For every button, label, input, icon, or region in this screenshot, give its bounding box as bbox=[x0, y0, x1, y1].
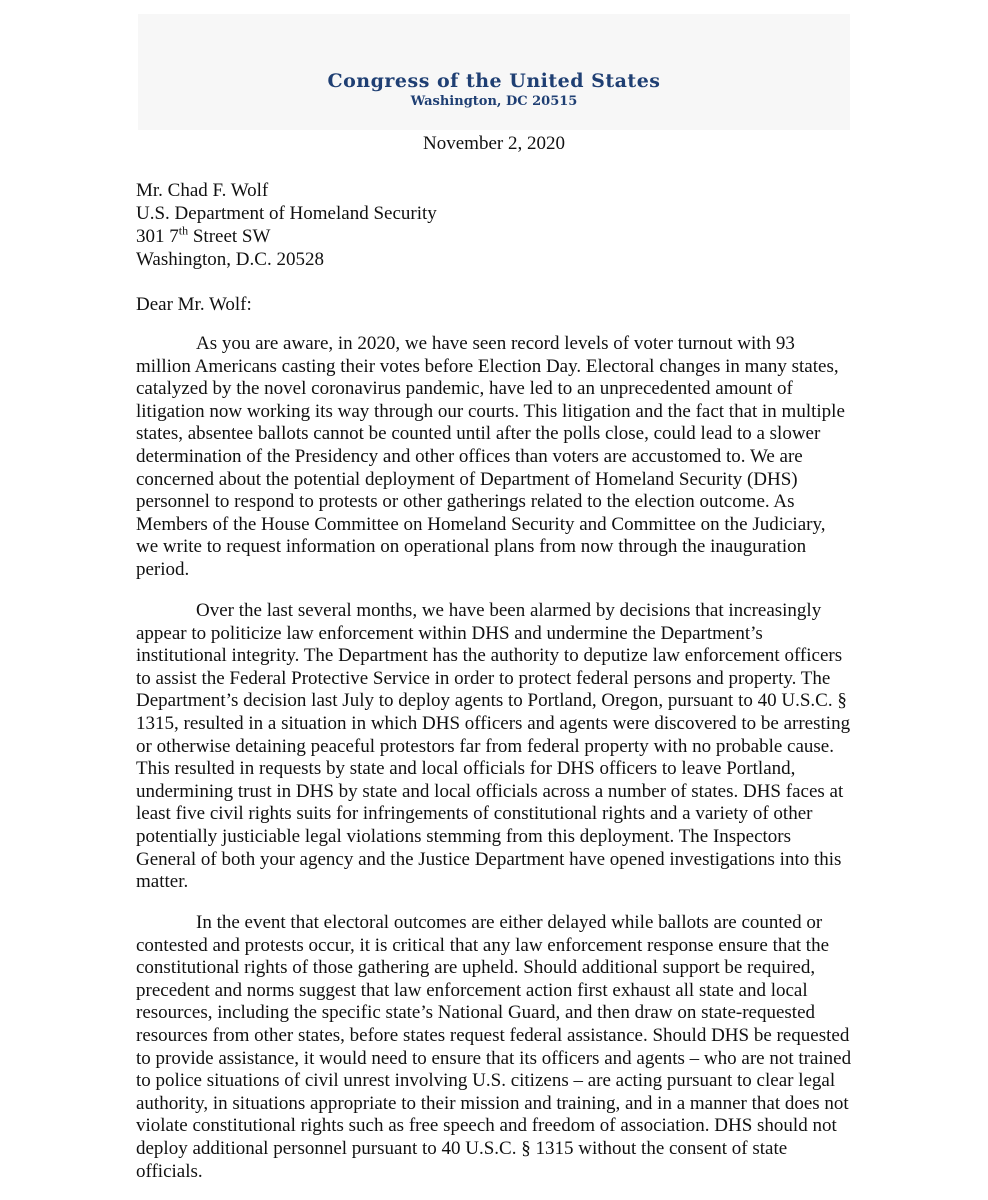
body-paragraph-2: Over the last several months, we have been alarmed by decisions that increasingly appear to politicize law enforcement within DHS and undermine the Department’s institutional integrity. The Department has the authority to deputize law enforcement officers to assist the Federal Protective Service in order to protect federal persons and property. The Department’s decision last July to deploy agents to Portland, Oregon, pursuant to 40 U.S.C. § 1315, resulted in a situation in which DHS officers and agents were discovered to be arresting or otherwise detaining peaceful protestors far from federal property with no probable cause. This resulted in requests by state and local officials for DHS officers to leave Portland, undermining trust in DHS by state and local officials across a number of states. DHS faces at least five civil rights suits for infringements of constitutional rights and a variety of other potentially justiciable legal violations stemming from this deployment. The Inspectors General of both your agency and the Justice Department have opened investigations into this matter. bbox=[136, 600, 851, 893]
recipient-street bbox=[136, 225, 437, 248]
letter-date: November 2, 2020 bbox=[423, 133, 565, 154]
street-number: 301 7 bbox=[136, 226, 179, 247]
recipient-city: Washington, D.C. 20528 bbox=[136, 249, 324, 270]
recipient-name: Mr. Chad F. Wolf bbox=[136, 180, 269, 201]
letterhead bbox=[138, 14, 850, 130]
body-paragraph-1: As you are aware, in 2020, we have seen record levels of voter turnout with 93 million Americans casting their votes before Election Day. Electoral changes in many states, catalyzed by the novel coronavirus pandemic, have led to an unprecedented amount of litigation now working its way through our courts. This litigation and the fact that in multiple states, absentee ballots cannot be counted until after the polls close, could lead to a slower determination of the Presidency and other offices than voters are accustomed to. We are concerned about the potential deployment of Department of Homeland Security (DHS) personnel to respond to protests or other gatherings related to the election outcome. As Members of the House Committee on Homeland Security and Committee on the Judiciary, we write to request information on operational plans from now through the inauguration period. bbox=[136, 333, 845, 580]
letterhead-title: Congress of the United States bbox=[327, 70, 661, 92]
body-paragraph-3: In the event that electoral outcomes are either delayed while ballots are counted or contested and protests occur, it is critical that any law enforcement response ensure that the constitutional rights of those gathering are upheld. Should additional support be required, precedent and norms suggest that law enforcement action first exhaust all state and local resources, including the specific state’s National Guard, and then draw on state-requested resources from other states, before states request federal assistance. Should DHS be requested to provide assistance, it would need to ensure that its officers and agents – who are not trained to police situations of civil unrest involving U.S. citizens – are acting pursuant to clear legal authority, in situations appropriate to their mission and training, and in a manner that does not violate constitutional rights such as free speech and freedom of association. DHS should not deploy additional personnel pursuant to 40 U.S.C. § 1315 without the consent of state officials. bbox=[136, 912, 852, 1182]
recipient-department: U.S. Department of Homeland Security bbox=[136, 203, 437, 224]
recipient-address bbox=[136, 179, 437, 271]
street-name: Street SW bbox=[188, 226, 271, 247]
salutation: Dear Mr. Wolf: bbox=[136, 294, 252, 315]
street-ordinal: th bbox=[178, 223, 189, 238]
letterhead-subtitle: Washington, DC 20515 bbox=[410, 94, 578, 109]
